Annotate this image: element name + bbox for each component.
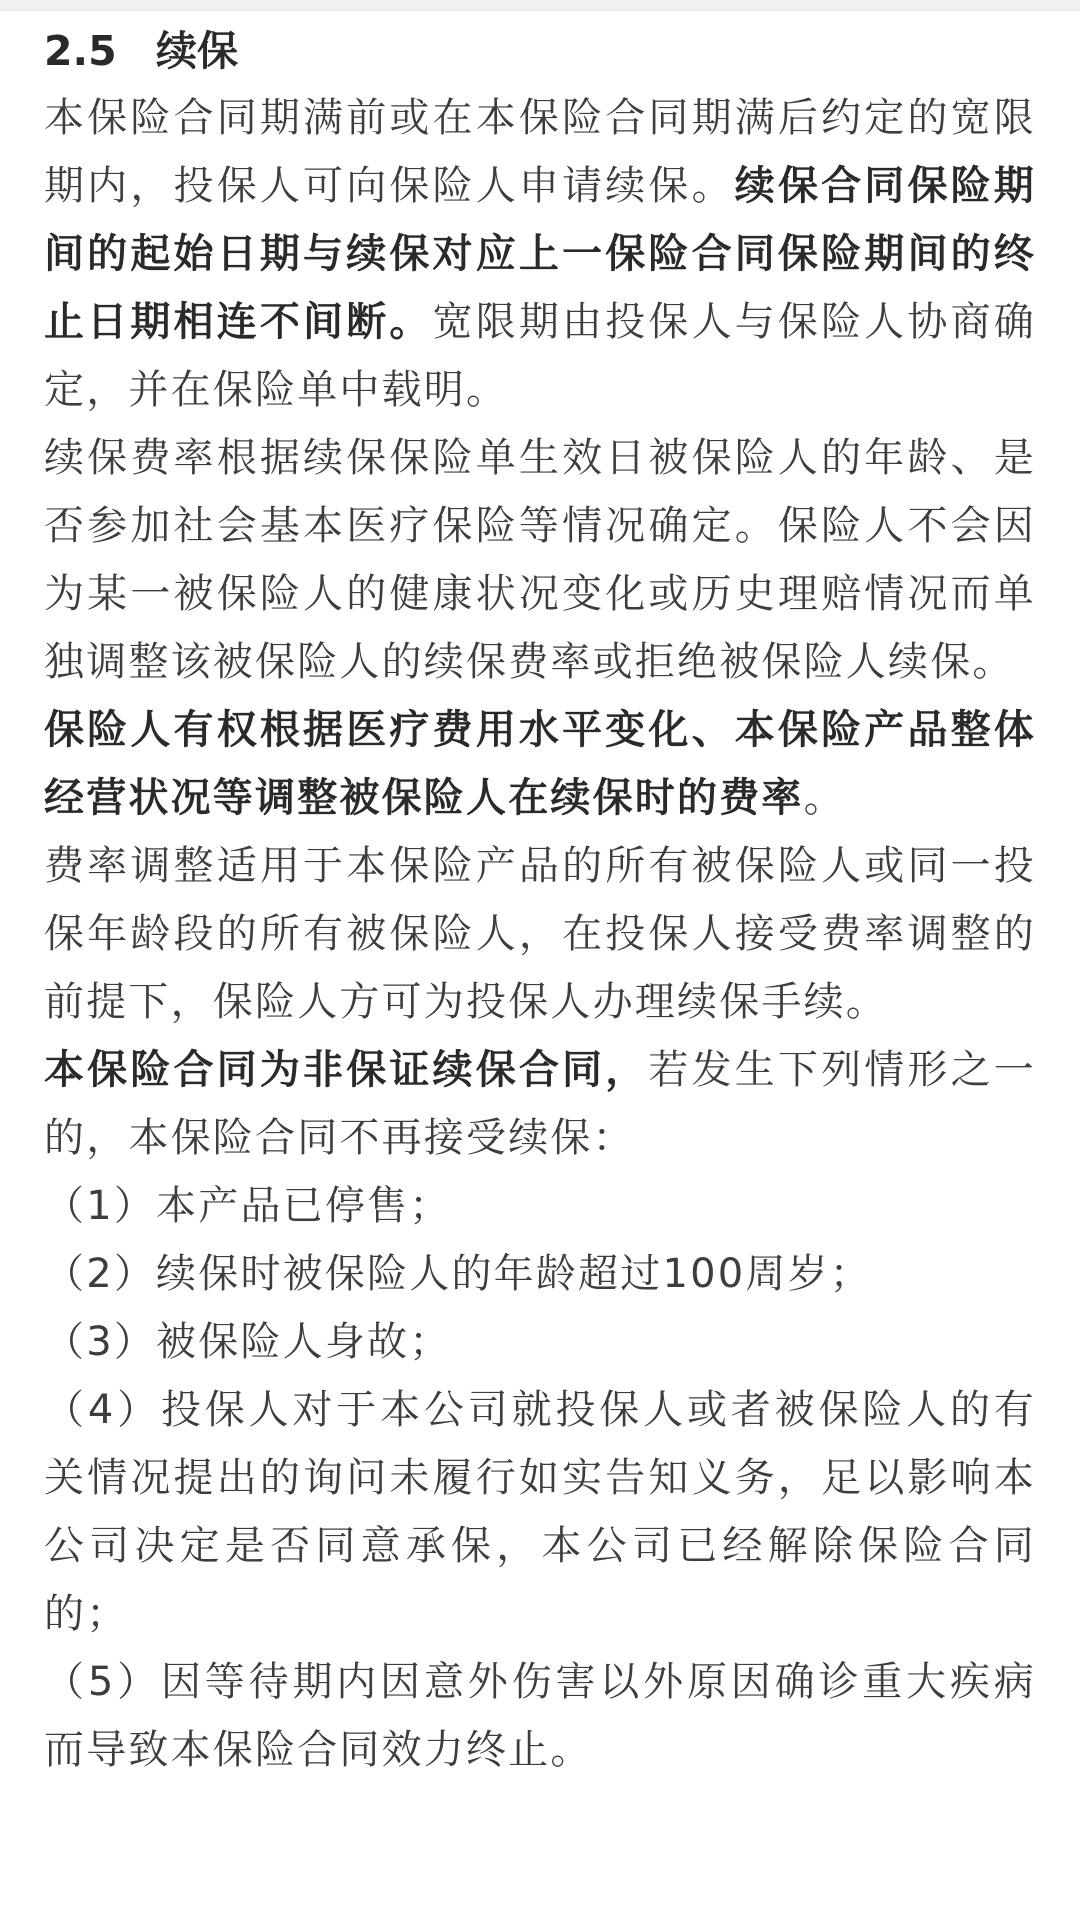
condition-item-4: （4）投保人对于本公司就投保人或者被保险人的有关情况提出的询问未履行如实告知义务，足以影响本公司决定是否同意承保，本公司已经解除保险合同的；	[44, 1387, 1036, 1637]
condition-item-2: （2）续保时被保险人的年龄超过100周岁；	[44, 1251, 872, 1297]
section-number: 2.5	[44, 27, 117, 75]
section-heading	[44, 18, 1036, 84]
clause-article	[44, 18, 1036, 1784]
paragraph-bold-text: 续保合同保险期间的起始日期与续保对应上一保险合同保险期间的终止日期相连不间断。	[44, 163, 1036, 345]
paragraph-rate-adjustment-scope	[44, 832, 1036, 1036]
condition-item-5: （5）因等待期内因意外伤害以外原因确诊重大疾病而导致本保险合同效力终止。	[44, 1659, 1036, 1773]
paragraph-bold-text: 本保险合同为非保证续保合同，	[44, 1047, 649, 1093]
paragraph-text: 本保险合同期满前或在本保险合同期满后约定的宽限期内，投保人可向保险人申请续保。	[44, 95, 1036, 209]
condition-item-1: （1）本产品已停售；	[44, 1183, 452, 1229]
paragraph-bold-text: 保险人有权根据医疗费用水平变化、本保险产品整体经营状况等调整被保险人在续保时的费率	[44, 707, 1036, 821]
section-title: 续保	[156, 27, 238, 75]
paragraph-text: 若发生下列情形之一的，本保险合同不再接受续保：	[44, 1047, 1036, 1161]
paragraph-rate-adjustment-right	[44, 696, 1036, 832]
paragraph-non-guaranteed	[44, 1036, 1036, 1172]
paragraph-text: 。	[803, 775, 846, 821]
paragraph-text: 宽限期由投保人与保险人协商确定，并在保险单中载明。	[44, 299, 1036, 413]
condition-item-3: （3）被保险人身故；	[44, 1319, 452, 1365]
paragraph-text: 续保费率根据续保保险单生效日被保险人的年龄、是否参加社会基本医疗保险等情况确定。保险人不会因为某一被保险人的健康状况变化或历史理赔情况而单独调整该被保险人的续保费率或拒绝被保险人续保。	[44, 435, 1036, 685]
top-divider	[0, 0, 1080, 11]
paragraph-renewal-application	[44, 84, 1036, 424]
paragraph-text: 费率调整适用于本保险产品的所有被保险人或同一投保年龄段的所有被保险人，在投保人接受费率调整的前提下，保险人方可为投保人办理续保手续。	[44, 843, 1036, 1025]
paragraph-renewal-rate	[44, 424, 1036, 696]
